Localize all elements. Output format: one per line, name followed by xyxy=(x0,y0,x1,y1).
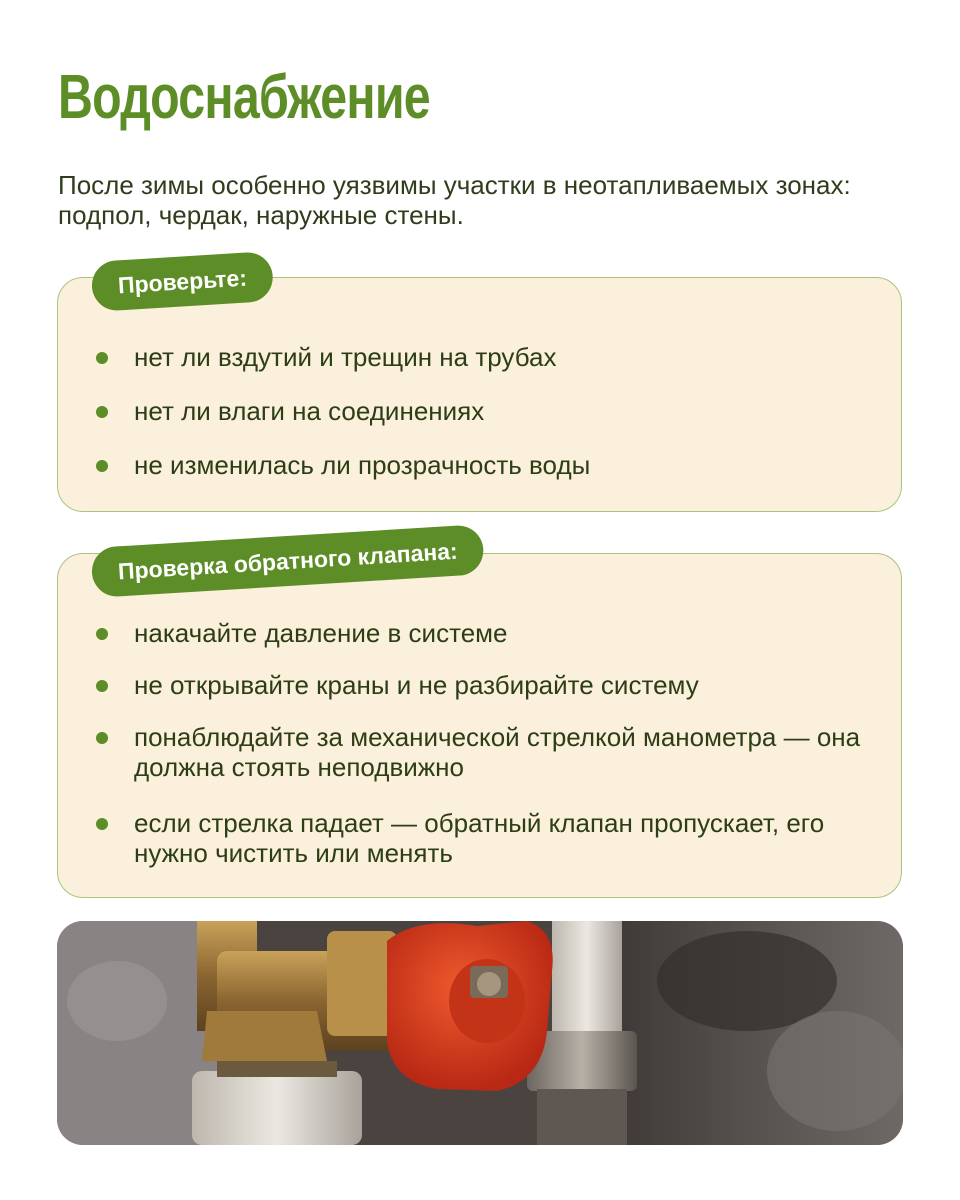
bullet-dot-icon xyxy=(96,628,108,640)
bullet-dot-icon xyxy=(96,460,108,472)
list-item xyxy=(90,396,880,426)
intro-text: После зимы особенно уязвимы участки в неотапливаемых зонах: подпол, чердак, наружные стены. xyxy=(58,170,851,230)
list-item-text: нет ли влаги на соединениях xyxy=(134,396,485,426)
check-card-label: Проверьте: xyxy=(90,251,274,312)
list-item xyxy=(90,808,880,868)
valve-photo xyxy=(57,921,903,1145)
bullet-dot-icon xyxy=(96,352,108,364)
valve-check-list xyxy=(90,618,880,890)
red-valve-handle-icon xyxy=(387,921,553,1091)
check-list xyxy=(90,342,880,504)
valve-photo-illustration xyxy=(57,921,903,1145)
list-item xyxy=(90,722,880,782)
list-item-text: не открывайте краны и не разбирайте систему xyxy=(134,670,699,700)
bullet-dot-icon xyxy=(96,680,108,692)
list-item-text: накачайте давление в системе xyxy=(134,618,508,648)
list-item xyxy=(90,618,880,648)
valve-card-label: Проверка обратного клапана: xyxy=(90,524,485,598)
page-title: Водоснабжение xyxy=(58,63,430,132)
bullet-dot-icon xyxy=(96,818,108,830)
list-item xyxy=(90,342,880,372)
bullet-dot-icon xyxy=(96,406,108,418)
list-item-text: не изменилась ли прозрачность воды xyxy=(134,450,591,480)
bullet-dot-icon xyxy=(96,732,108,744)
list-item xyxy=(90,670,880,700)
list-item-text: понаблюдайте за механической стрелкой манометра — она должна стоять неподвижно xyxy=(134,722,861,782)
list-item-text: если стрелка падает — обратный клапан пропускает, его нужно чистить или менять xyxy=(134,808,825,868)
list-item xyxy=(90,450,880,480)
list-item-text: нет ли вздутий и трещин на трубах xyxy=(134,342,557,372)
